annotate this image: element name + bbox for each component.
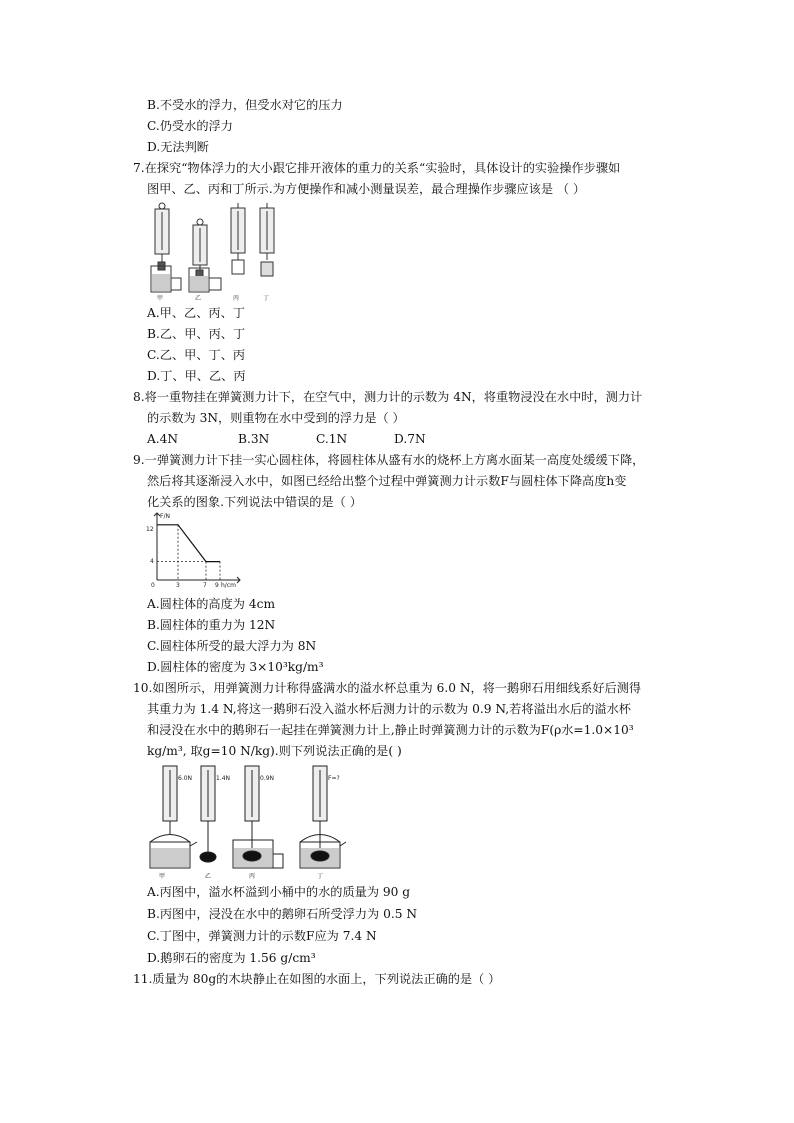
- q7-label-bing: 丙: [233, 295, 240, 302]
- q9-y-tick-4: 4: [150, 558, 154, 565]
- q9-x-tick-3: 3: [176, 582, 180, 588]
- q9-x-tick-9: 9: [215, 582, 219, 588]
- q10-label-yi: 乙: [205, 873, 212, 880]
- q10-stem-line2: 其重力为 1.4 N,将这一鹅卵石没入溢水杯后测力计的示数为 0.9 N,若将溢出水后的溢水杯: [147, 702, 631, 716]
- q7-option-d: D.丁、甲、乙、丙: [147, 369, 246, 383]
- q10-reading-ding: F=?: [328, 775, 340, 782]
- q10-label-bing: 丙: [249, 873, 256, 880]
- q7-option-b: B.乙、甲、丙、丁: [147, 327, 246, 341]
- q9-stem-line2: 然后将其逐渐浸入水中，如图已经给出整个过程中弹簧测力计示数F与圆柱体下降高度h变: [147, 474, 627, 488]
- q8-option-b: B.3N: [238, 432, 270, 446]
- q7-label-jia: 甲: [157, 295, 164, 302]
- q9-option-b: B.圆柱体的重力为 12N: [147, 618, 276, 632]
- q10-reading-jia: 6.0N: [178, 775, 193, 782]
- q10-option-a: A.丙图中，溢水杯溢到小桶中的水的质量为 90 g: [147, 885, 411, 899]
- q8-option-d: D.7N: [394, 432, 426, 446]
- q10-label-jia: 甲: [159, 873, 166, 880]
- q9-force-line: [157, 525, 220, 562]
- q7-option-c: C.乙、甲、丁、丙: [147, 348, 246, 362]
- q9-option-c: C.圆柱体所受的最大浮力为 8N: [147, 639, 317, 653]
- q6-option-d: D.无法判断: [147, 140, 209, 154]
- q8-stem-line2: 的示数为 3N，则重物在水中受到的浮力是（ ）: [147, 411, 405, 425]
- q10-label-ding: 丁: [317, 873, 324, 880]
- q8-option-a: A.4N: [147, 432, 179, 446]
- q10-option-c: C.丁图中，弹簧测力计的示数F应为 7.4 N: [147, 929, 377, 943]
- q10-reading-yi: 1.4N: [216, 775, 231, 782]
- q9-stem-line3: 化关系的图象.下列说法中错误的是（ ）: [147, 495, 362, 509]
- q7-option-a: A.甲、乙、丙、丁: [147, 306, 245, 320]
- q6-option-b: B.不受水的浮力，但受水对它的压力: [147, 98, 343, 112]
- q10-stem-line1: 10.如图所示，用弹簧测力计称得盛满水的溢水杯总重为 6.0 N，将一鹅卵石用细线系好后测得: [133, 681, 642, 695]
- q7-label-yi: 乙: [195, 295, 202, 302]
- q9-stem-line1: 9.一弹簧测力计下挂一实心圆柱体，将圆柱体从盛有水的烧杯上方离水面某一高度处缓缓下降，: [133, 453, 645, 467]
- q10-option-d: D.鹅卵石的密度为 1.56 g/cm³: [147, 951, 316, 965]
- q9-option-d: D.圆柱体的密度为 3×10³kg/m³: [147, 660, 324, 674]
- q6-option-c: C.仍受水的浮力: [147, 119, 233, 133]
- q9-option-a: A.圆柱体的高度为 4cm: [147, 597, 275, 611]
- q9-x-axis-label: h/cm: [221, 582, 236, 588]
- q9-graph: [145, 510, 245, 588]
- q9-y-tick-12: 12: [146, 526, 154, 533]
- q10-reading-bing: 0.9N: [260, 775, 275, 782]
- q10-stem-line4: kg/m³, 取g=10 N/kg).则下列说法正确的是( ): [147, 744, 402, 758]
- q7-figure: [145, 200, 285, 302]
- q10-stem-line3: 和浸没在水中的鹅卵石一起挂在弹簧测力计上,静止时弹簧测力计的示数为F(ρ水=1.0×10³: [147, 723, 634, 737]
- q7-stem-line1: 7.在探究“物体浮力的大小跟它排开液体的重力的关系“实验时，具体设计的实验操作步骤如: [133, 161, 621, 175]
- q8-stem-line1: 8.将一重物挂在弹簧测力计下，在空气中，测力计的示数为 4N，将重物浸没在水中时，测力计: [133, 390, 643, 404]
- q8-option-c: C.1N: [316, 432, 348, 446]
- q7-stem-line2: 图甲、乙、丙和丁所示.为方便操作和减小测量误差，最合理操作步骤应该是 （ ）: [147, 182, 586, 196]
- q9-x-tick-7: 7: [203, 582, 207, 588]
- q10-option-b: B.丙图中，浸没在水中的鹅卵石所受浮力为 0.5 N: [147, 907, 417, 921]
- q10-figure: [145, 762, 350, 880]
- q11-stem-line1: 11.质量为 80g的木块静止在如图的水面上，下列说法正确的是（ ）: [133, 972, 501, 986]
- q7-label-ding: 丁: [263, 295, 270, 302]
- q9-x-tick-0: 0: [151, 582, 155, 588]
- q9-y-axis-label: F/N: [160, 513, 170, 520]
